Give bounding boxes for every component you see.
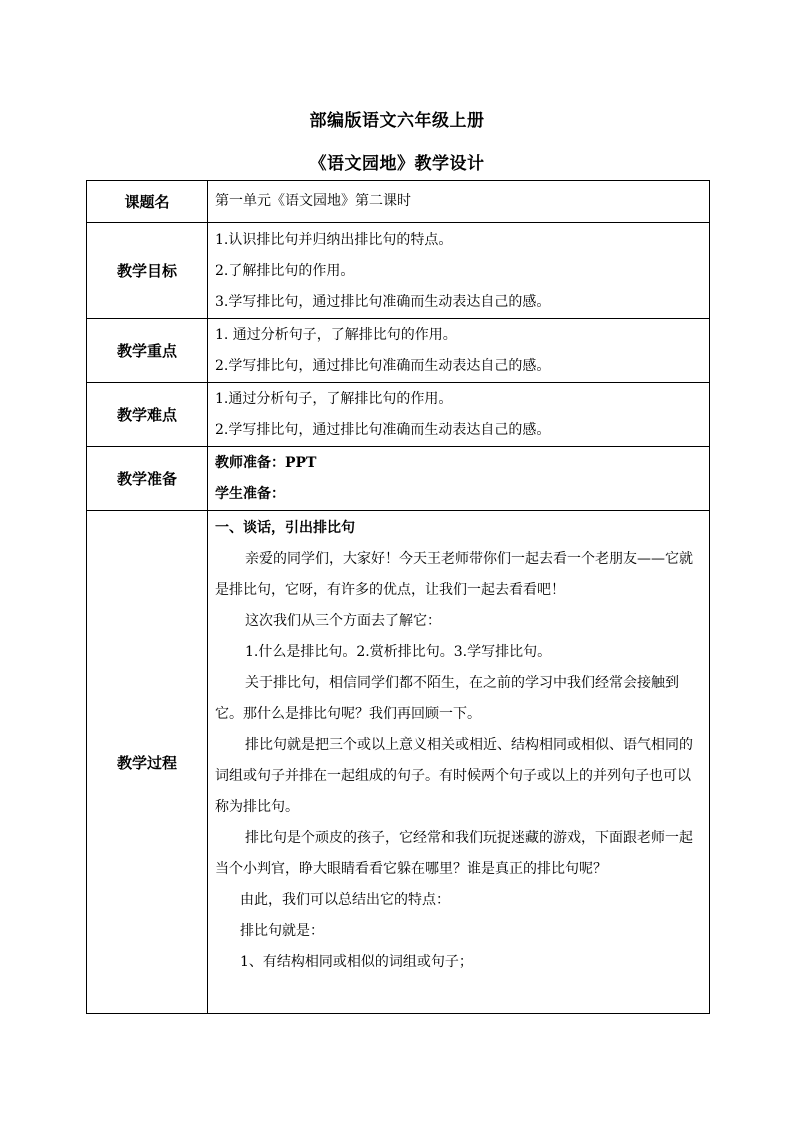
- process-paragraph: 排比句是个顽皮的孩子，它经常和我们玩捉迷藏的游戏，下面跟老师一起当个小判官，睁大眼睛看看它躲在哪里？谁是真正的排比句呢？: [215, 830, 693, 877]
- row-preparation: [87, 447, 710, 511]
- process-paragraph: 由此，我们可以总结出它的特点：: [240, 892, 450, 908]
- row-difficulties: [87, 383, 710, 447]
- goal-item: 1.认识排比句并归纳出排比句的特点。: [215, 232, 453, 248]
- preparation-cell: [208, 447, 710, 511]
- topic-value-cell: [208, 181, 710, 223]
- difficulty-item: 1.通过分析句子，了解排比句的作用。: [215, 391, 453, 407]
- difficulties-cell: [208, 383, 710, 447]
- row-key-points: [87, 319, 710, 383]
- process-paragraph: 1.什么是排比句。2.赏析排比句。3.学写排比句。: [245, 644, 552, 660]
- label-preparation: 教学准备: [87, 447, 208, 511]
- lesson-plan-table: [86, 180, 710, 1014]
- goal-item: 3.学写排比句，通过排比句准确而生动表达自己的感。: [215, 294, 551, 310]
- process-cell: [208, 511, 710, 1014]
- row-topic: [87, 181, 710, 223]
- label-key-points: 教学重点: [87, 319, 208, 383]
- document-title: 部编版语文六年级上册: [309, 111, 485, 131]
- goals-cell: [208, 223, 710, 319]
- key-points-cell: [208, 319, 710, 383]
- goal-item: 2.了解排比句的作用。: [215, 263, 355, 279]
- process-paragraph: 这次我们从三个方面去了解它：: [245, 613, 441, 629]
- label-topic: 课题名: [87, 181, 208, 223]
- label-goals: 教学目标: [87, 223, 208, 319]
- process-heading: 一、谈话，引出排比句: [215, 520, 355, 536]
- key-point-item: 2.学写排比句，通过排比句准确而生动表达自己的感。: [215, 358, 551, 374]
- topic-value: 第一单元《语文园地》第二课时: [215, 193, 411, 209]
- process-paragraph: 关于排比句，相信同学们都不陌生，在之前的学习中我们经常会接触到它。那什么是排比句呢？我们再回顾一下。: [215, 675, 679, 722]
- process-paragraph: 亲爱的同学们，大家好！今天王老师带你们一起去看一个老朋友——它就是排比句，它呀，有许多的优点，让我们一起去看看吧！: [215, 551, 693, 598]
- document-subtitle: 《语文园地》教学设计: [309, 154, 485, 174]
- student-preparation: 学生准备：: [215, 486, 285, 502]
- row-goals: [87, 223, 710, 319]
- teacher-preparation: 教师准备：PPT: [215, 455, 317, 471]
- label-process: 教学过程: [87, 511, 208, 1014]
- key-point-item: 1. 通过分析句子，了解排比句的作用。: [215, 327, 457, 343]
- difficulty-item: 2.学写排比句，通过排比句准确而生动表达自己的感。: [215, 422, 551, 438]
- row-process: [87, 511, 710, 1014]
- process-paragraph: 排比句就是：: [240, 923, 324, 939]
- process-paragraph: 排比句就是把三个或以上意义相关或相近、结构相同或相似、语气相同的词组或句子并排在一起组成的句子。有时候两个句子或以上的并列句子也可以称为排比句。: [215, 737, 693, 815]
- label-difficulties: 教学难点: [87, 383, 208, 447]
- process-paragraph: 1、有结构相同或相似的词组或句子；: [240, 954, 473, 970]
